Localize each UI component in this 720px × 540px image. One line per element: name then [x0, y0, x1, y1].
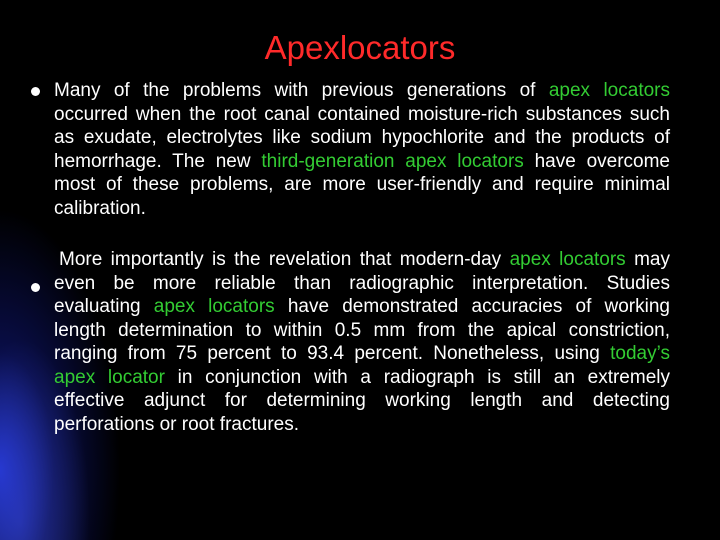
- text-run: occurred when the root canal contained moisture-rich substances such as exudate, electrolytes like sodium hypochlorite and the products of hemorrhage. The new: [54, 103, 670, 172]
- text-run: More importantly is the revelation that modern-day: [59, 249, 510, 270]
- highlighted-term: today’s apex locator: [54, 343, 670, 388]
- highlighted-term: third-generation apex locators: [261, 150, 524, 172]
- bullet-paragraph-1: [54, 79, 670, 220]
- text-run: have demonstrated accuracies of working length determination to within 0.5 mm from the apical constriction, ranging from 75 percent to 93.4 percent. Nonetheless, using: [54, 296, 670, 364]
- text-run: have overcome most of these problems, are more user-friendly and require minimal calibration.: [54, 150, 670, 219]
- bullet-dot-2: [31, 283, 40, 292]
- slide-title: Apexlocators: [264, 29, 456, 66]
- text-run: may even be more reliable than radiographic interpretation. Studies evaluating: [54, 249, 670, 317]
- bullet-dot-1: [31, 87, 40, 96]
- highlighted-term: apex locators: [509, 249, 626, 270]
- text-run: in conjunction with a radiograph is still an extremely effective adjunct for determining working length and detecting perforations or root fractures.: [54, 366, 670, 435]
- highlighted-term: apex locators: [153, 296, 275, 317]
- bullet-paragraph-2: [54, 248, 670, 436]
- highlighted-term: apex locators: [548, 80, 670, 101]
- text-run: Many of the problems with previous generations of: [54, 80, 549, 101]
